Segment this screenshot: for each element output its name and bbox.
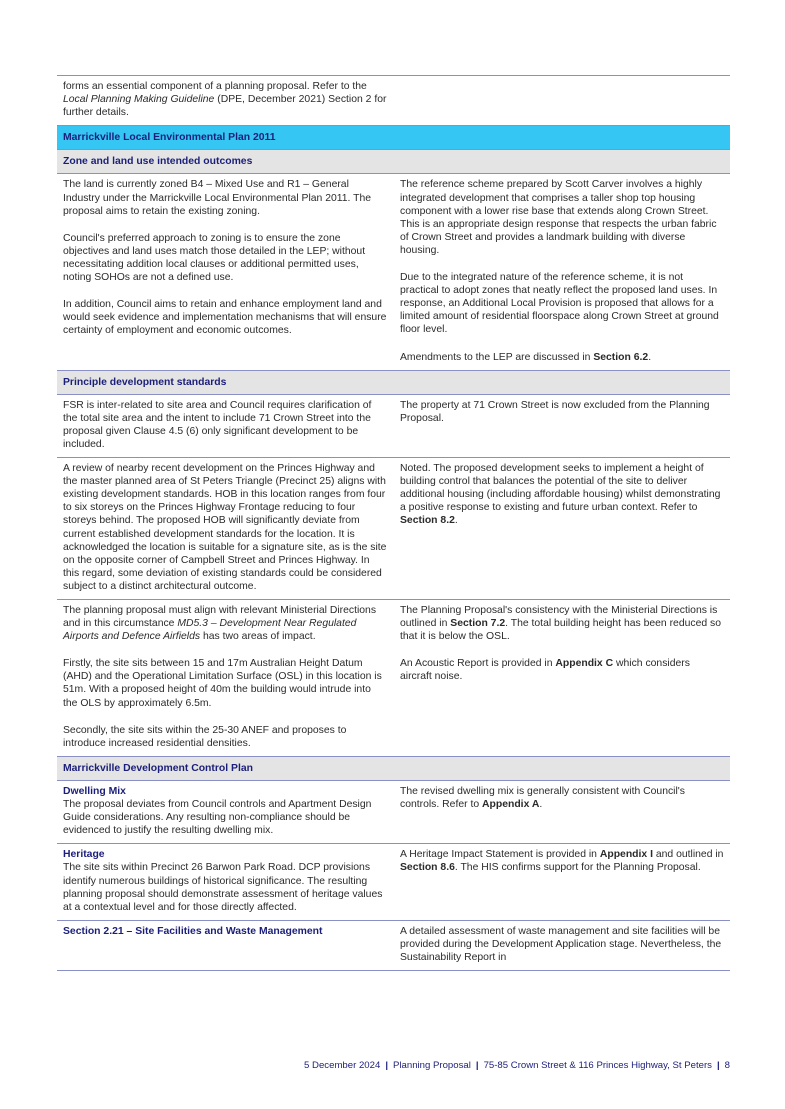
footer-date: 5 December 2024 <box>304 1060 381 1071</box>
council-comment-cell <box>57 174 394 369</box>
page-footer <box>304 1060 730 1071</box>
response-cell <box>394 395 730 457</box>
response-cell <box>394 76 730 125</box>
response-paragraph: Amendments to the LEP are discussed in Section 6.2. <box>400 351 652 363</box>
section-header-dcp <box>57 757 730 781</box>
council-comment-cell <box>57 844 394 919</box>
footer-separator: | <box>385 1060 388 1071</box>
response-cell <box>394 781 730 843</box>
footer-separator: | <box>475 1060 479 1071</box>
subsection-header-standards <box>57 371 730 395</box>
council-comment-cell <box>57 781 394 843</box>
comments-response-table <box>57 75 730 971</box>
response-cell <box>394 458 730 599</box>
section-header-label: Marrickville Local Environmental Plan 2011 <box>63 132 276 144</box>
comment-paragraph: In addition, Council aims to retain and enhance employment land and would seek evidence and implementation mechanisms that will ensure certainty of employment and economic outcomes. <box>63 299 387 337</box>
comment-paragraph: The land is currently zoned B4 – Mixed Use and R1 – General Industry under the Marrickville Local Environmental Plan 2011. The proposal aims to retain the existing zoning. <box>63 179 372 217</box>
table-row <box>57 921 730 971</box>
response-cell <box>394 844 730 919</box>
comment-paragraph: The site sits within Precinct 26 Barwon Park Road. DCP provisions identify numerous buildings of historical significance. The resulting planning proposal should demonstrate assessment of heritage values at a contextual level and for those directly affected. <box>63 862 383 913</box>
item-title: Dwelling Mix <box>63 785 126 797</box>
response-paragraph: Due to the integrated nature of the reference scheme, it is not practical to adopt zones that neatly reflect the proposed land uses. In response, an Additional Local Provision is proposed that allows for a limited amount of residential floorspace along Crown Street at ground floor level. <box>400 272 719 336</box>
council-comment-cell <box>57 395 394 457</box>
section-reference: Section 8.6 <box>400 862 455 874</box>
table-row <box>57 174 730 370</box>
response-paragraph: The property at 71 Crown Street is now excluded from the Planning Proposal. <box>400 399 710 424</box>
response-cell <box>394 600 730 756</box>
table-row <box>57 76 730 126</box>
council-comment-cell <box>57 600 394 756</box>
table-row <box>57 395 730 458</box>
item-title: Heritage <box>63 849 105 861</box>
response-paragraph: The reference scheme prepared by Scott Carver involves a highly integrated development that comprises a taller shop top housing component with a lower rise base that extends along Crown Street. This is an appropriate design response that respects the urban fabric of Crown Street and provides a landmark building with diverse housing. <box>400 179 717 256</box>
appendix-reference: Appendix I <box>599 849 653 861</box>
comment-paragraph: A review of nearby recent development on the Princes Highway and the master planned area of St Peters Triangle (Precinct 25) aligns with existing development standards. HOB in this location ranges from four to six storeys on the Princes Highway Frontage reducing to four storeys behind. The proposed HOB will significantly deviate from current established development standards for the location. It is acknowledged the location is suitable for a signature site, as is the site on the opposite corner of Campbell Street and Princes Highway. In this regard, some deviation of existing standards could be considered subject to a distinct architectural outcome. <box>63 463 387 592</box>
subsection-header-label: Principle development standards <box>63 376 227 388</box>
subsection-header-zoning <box>57 150 730 174</box>
table-row <box>57 458 730 600</box>
footer-document-title: Planning Proposal <box>393 1060 471 1071</box>
item-title: Section 2.21 – Site Facilities and Waste Management <box>63 925 323 937</box>
comment-paragraph: Secondly, the site sits within the 25-30 ANEF and proposes to introduce increased residential densities. <box>63 724 347 749</box>
page-number: 8 <box>724 1060 730 1071</box>
response-paragraph: Noted. The proposed development seeks to implement a height of building control that balances the potential of the site to deliver additional housing (including affordable housing) whilst demonstrating a positive response to existing and future urban context. Refer to Section 8.2. <box>400 463 721 527</box>
response-paragraph: A Heritage Impact Statement is provided in Appendix I and outlined in Section 8.6. The HIS confirms support for the Planning Proposal. <box>400 849 724 874</box>
response-paragraph: The revised dwelling mix is generally consistent with Council's controls. Refer to Appendix A. <box>400 785 685 811</box>
comment-paragraph: The proposal deviates from Council controls and Apartment Design Guide considerations. Any resulting non-compliance should be evidenced to justify the resulting dwelling mix. <box>63 799 372 837</box>
table-row <box>57 844 730 920</box>
appendix-reference: Appendix A <box>482 799 540 811</box>
comment-paragraph: forms an essential component of a planning proposal. Refer to the Local Planning Making Guideline (DPE, December 2021) Section 2 for further details. <box>63 81 387 119</box>
council-comment-cell <box>57 921 394 970</box>
section-header-lep <box>57 126 730 150</box>
response-paragraph: The Planning Proposal's consistency with the Ministerial Directions is outlined in Section 7.2. The total building height has been reduced so that it is below the OSL. <box>400 605 721 643</box>
response-paragraph: An Acoustic Report is provided in Appendix C which considers aircraft noise. <box>400 658 690 683</box>
footer-separator: | <box>716 1060 720 1071</box>
table-row <box>57 781 730 844</box>
council-comment-cell <box>57 458 394 599</box>
comment-paragraph: FSR is inter-related to site area and Council requires clarification of the total site area and the intent to include 71 Crown Street into the proposal given Clause 4.5 (6) only significant development to be included. <box>63 399 372 450</box>
footer-site-address: 75-85 Crown Street & 116 Princes Highway, St Peters <box>483 1060 712 1071</box>
comment-paragraph: Council's preferred approach to zoning is to ensure the zone objectives and land uses match those detailed in the LEP; without necessitating addition local clauses or additional permitted uses, noting SOHOs are not a defined use. <box>63 232 366 284</box>
section-reference: Section 7.2 <box>450 618 506 630</box>
response-cell <box>394 921 730 970</box>
response-cell <box>394 174 730 369</box>
table-row <box>57 600 730 757</box>
response-paragraph: A detailed assessment of waste management and site facilities will be provided during the Development Application stage. Nevertheless, the Sustainability Report in <box>400 925 722 963</box>
council-comment-cell <box>57 76 394 125</box>
comment-paragraph: Firstly, the site sits between 15 and 17m Australian Height Datum (AHD) and the Operational Limitation Surface (OSL) in this location is 51m. With a proposed height of 40m the building would intrude into the OLS by approximately 6.5m. <box>63 658 382 709</box>
appendix-reference: Appendix C <box>555 658 614 670</box>
section-reference: Section 6.2 <box>593 351 649 363</box>
subsection-header-label: Marrickville Development Control Plan <box>63 762 253 774</box>
section-reference: Section 8.2 <box>400 515 455 527</box>
comment-paragraph: The planning proposal must align with relevant Ministerial Directions and in this circumstance MD5.3 – Development Near Regulated Airports and Defence Airfields has two areas of impact. <box>63 605 377 643</box>
subsection-header-label: Zone and land use intended outcomes <box>63 156 253 168</box>
